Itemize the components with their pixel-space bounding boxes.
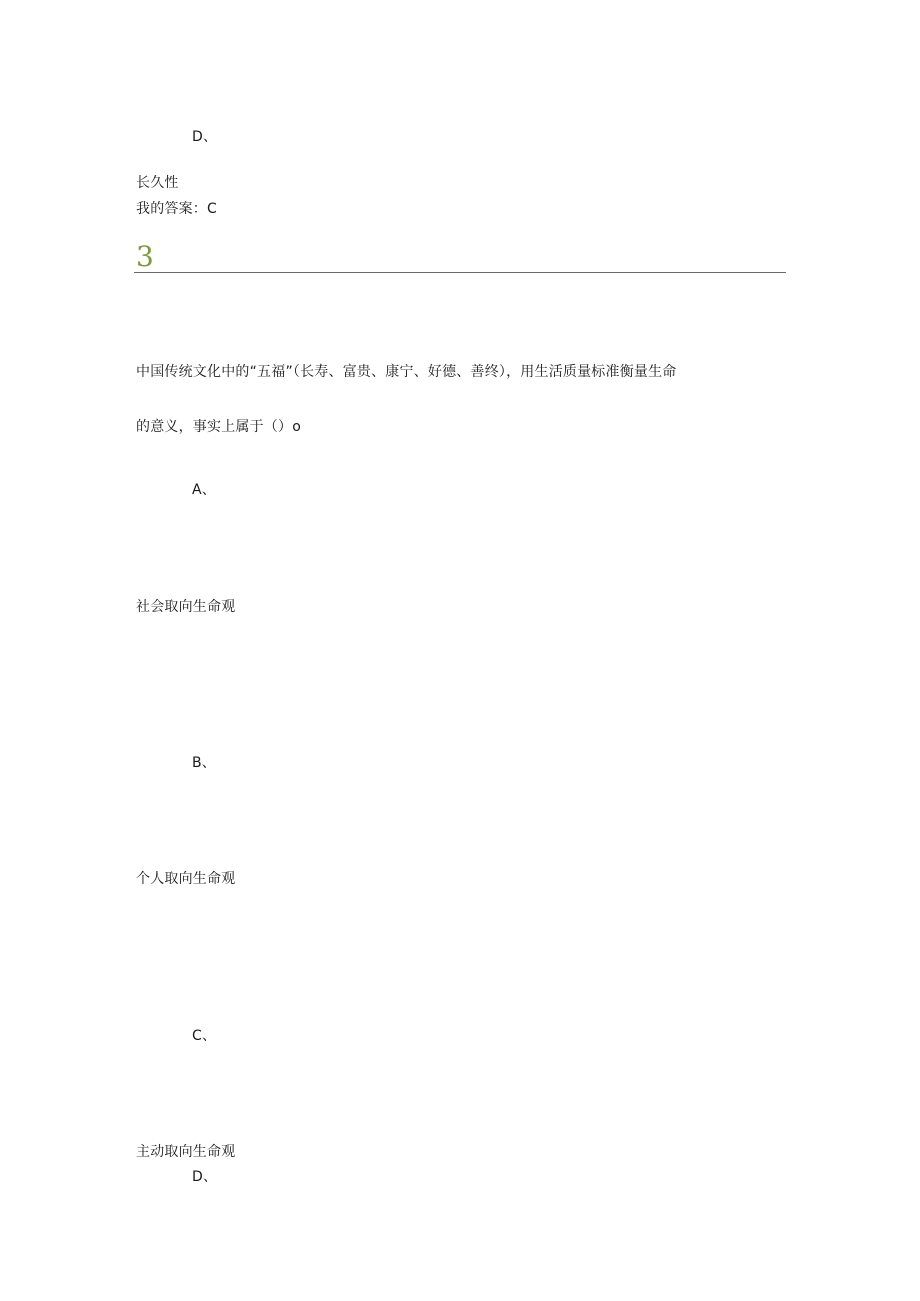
prev-option-d-label: D、 <box>192 129 218 145</box>
option-a-label: A、 <box>192 482 216 498</box>
question-number: 3 <box>136 240 154 273</box>
question-stem-line-1: 中国传统文化中的“五福”（长寿、富贵、康宁、好德、善终），用生活质量标准衡量生命 <box>136 364 677 380</box>
option-c-label: C、 <box>192 1028 217 1044</box>
option-c-text: 主动取向生命观 <box>136 1144 236 1160</box>
option-b-text: 个人取向生命观 <box>136 871 236 887</box>
my-answer: 我的答案：C <box>136 201 217 217</box>
option-d-label: D、 <box>192 1169 218 1185</box>
option-a-text: 社会取向生命观 <box>136 599 236 615</box>
question-divider <box>134 272 786 273</box>
prev-option-d-text: 长久性 <box>136 175 179 191</box>
option-b-label: B、 <box>192 755 217 771</box>
question-stem-line-2: 的意义，事实上属于（）o <box>136 419 301 435</box>
